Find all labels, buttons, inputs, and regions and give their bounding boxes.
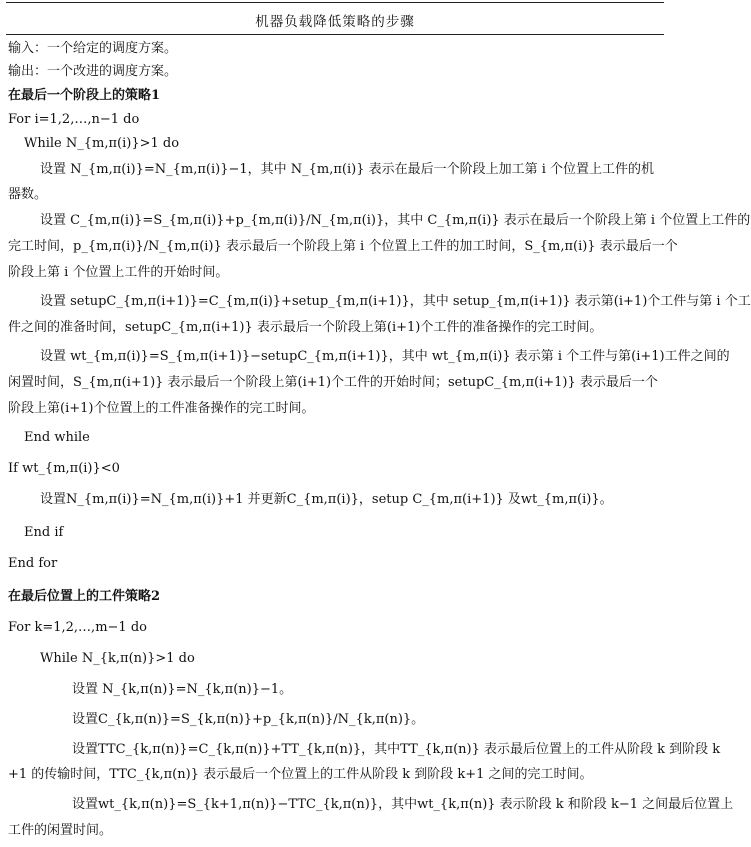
step-2-line-a: 设置 C_{m,π(i)}=S_{m,π(i)}+p_{m,π(i)}/N_{m,π(i)}，其中 C_{m,π(i)} 表示在最后一个阶段上第 i 个位置上工件的	[40, 213, 751, 228]
step-2-line-b: 完工时间，p_{m,π(i)}/N_{m,π(i)} 表示最后一个阶段上第 i 个位置上工件的加工时间，S_{m,π(i)} 表示最后一个	[8, 239, 678, 254]
step-3-line-b: 件之间的准备时间，setupC_{m,π(i+1)} 表示最后一个阶段上第(i+1)个工件的准备操作的完工时间。	[8, 320, 603, 335]
step-3-line-a: 设置 setupC_{m,π(i+1)}=C_{m,π(i)}+setup_{m,π(i+1)}，其中 setup_{m,π(i+1)} 表示第(i+1)个工件与第 i 个工	[40, 294, 751, 309]
for-i-line: For i=1,2,…,n−1 do	[8, 112, 140, 127]
strategy-2-heading: 在最后位置上的工件策略2	[8, 589, 161, 604]
step-k4-line-b: 工件的闲置时间。	[8, 823, 113, 838]
table-title: 机器负载降低策略的步骤	[255, 14, 415, 30]
strategy-1-heading: 在最后一个阶段上的策略1	[8, 88, 161, 103]
step-4-line-b: 闲置时间，S_{m,π(i+1)} 表示最后一个阶段上第(i+1)个工件的开始时间；setupC_{m,π(i+1)} 表示最后一个	[8, 375, 658, 390]
step-4-line-c: 阶段上第(i+1)个位置上的工件准备操作的完工时间。	[8, 401, 315, 416]
while-m-line: While N_{m,π(i)}>1 do	[24, 136, 180, 151]
step-1-line-a: 设置 N_{m,π(i)}=N_{m,π(i)}−1，其中 N_{m,π(i)} 表示在最后一个阶段上加工第 i 个位置上工件的机	[40, 162, 655, 177]
step-k4-line-a: 设置wt_{k,π(n)}=S_{k+1,π(n)}−TTC_{k,π(n)}，其中wt_{k,π(n)} 表示阶段 k 和阶段 k−1 之间最后位置上	[72, 797, 734, 812]
end-while-1: End while	[24, 430, 90, 445]
title-rule	[6, 34, 664, 35]
step-k3-line-b: +1 的传输时间，TTC_{k,π(n)} 表示最后一个位置上的工件从阶段 k 到阶段 k+1 之间的完工时间。	[8, 767, 593, 782]
for-k-line: For k=1,2,…,m−1 do	[8, 620, 147, 635]
while-k-line: While N_{k,π(n)}>1 do	[40, 651, 195, 666]
step-2-line-c: 阶段上第 i 个位置上工件的开始时间。	[8, 265, 229, 280]
step-k3-line-a: 设置TTC_{k,π(n)}=C_{k,π(n)}+TT_{k,π(n)}，其中TT_{k,π(n)} 表示最后位置上的工件从阶段 k 到阶段 k	[72, 742, 721, 757]
step-4-line-a: 设置 wt_{m,π(i)}=S_{m,π(i+1)}−setupC_{m,π(i+1)}，其中 wt_{m,π(i)} 表示第 i 个工件与第(i+1)工件之间的	[40, 349, 730, 364]
if-line: If wt_{m,π(i)}<0	[8, 461, 120, 476]
end-for-1: End for	[8, 556, 58, 571]
step-k1-line: 设置 N_{k,π(n)}=N_{k,π(n)}−1。	[72, 682, 293, 697]
step-k2-line: 设置C_{k,π(n)}=S_{k,π(n)}+p_{k,π(n)}/N_{k,π(n)}。	[72, 712, 425, 727]
output-line: 输出：一个改进的调度方案。	[8, 64, 178, 79]
end-if: End if	[24, 525, 64, 540]
input-line: 输入：一个给定的调度方案。	[8, 41, 178, 56]
step-1-line-b: 器数。	[8, 187, 48, 202]
top-rule	[6, 2, 664, 3]
if-body-line: 设置N_{m,π(i)}=N_{m,π(i)}+1 并更新C_{m,π(i)}，setup C_{m,π(i+1)} 及wt_{m,π(i)}。	[40, 492, 613, 507]
